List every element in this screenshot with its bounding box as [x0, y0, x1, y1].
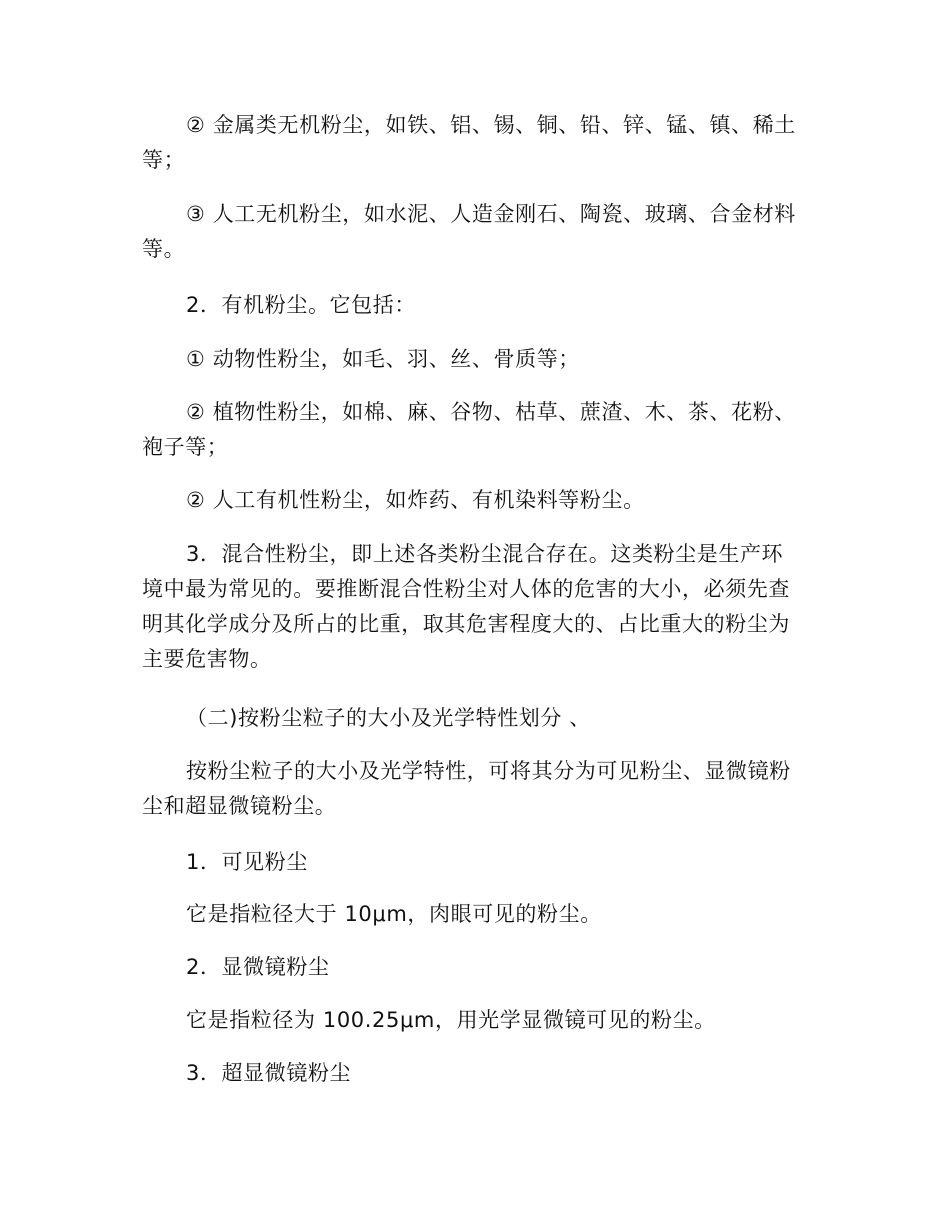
paragraph-artificial-organic-dust: ② 人工有机性粉尘，如炸药、有机染料等粉尘。	[186, 488, 645, 512]
paragraph-organic-dust-heading: 2．有机粉尘。它包括：	[186, 293, 416, 317]
paragraph-visible-dust-definition: 它是指粒径大于 10μm，肉眼可见的粉尘。	[186, 902, 602, 926]
paragraph-mixed-dust: 3．混合性粉尘，即上述各类粉尘混合存在。这类粉尘是生产环境中最为常见的。要推断混合性粉尘对人体的危害的大小，必须先查明其化学成分及所占的比重，取其危害程度大的、占比重大的粉尘为主要危害物。	[142, 542, 790, 671]
paragraph-plant-dust: ② 植物性粉尘，如棉、麻、谷物、枯草、蔗渣、木、茶、花粉、袍子等；	[142, 400, 796, 459]
section-heading-size-optical: （二)按粉尘粒子的大小及光学特性划分 、	[186, 706, 591, 730]
paragraph-artificial-inorganic-dust: ③ 人工无机粉尘，如水泥、人造金刚石、陶瓷、玻璃、合金材料等。	[142, 202, 796, 261]
paragraph-visible-dust-heading: 1．可见粉尘	[186, 850, 308, 874]
paragraph-ultramicroscopic-dust-heading: 3．超显微镜粉尘	[186, 1061, 352, 1085]
paragraph-animal-dust: ① 动物性粉尘，如毛、羽、丝、骨质等；	[186, 347, 580, 371]
paragraph-microscopic-dust-definition: 它是指粒径为 100.25μm，用光学显微镜可见的粉尘。	[186, 1008, 716, 1032]
paragraph-microscopic-dust-heading: 2．显微镜粉尘	[186, 955, 330, 979]
paragraph-size-optical-intro: 按粉尘粒子的大小及光学特性，可将其分为可见粉尘、显微镜粉尘和超显微镜粉尘。	[142, 759, 791, 818]
paragraph-metal-dust: ② 金属类无机粉尘，如铁、铝、锡、铜、铅、锌、锰、镇、稀土等；	[142, 113, 796, 172]
